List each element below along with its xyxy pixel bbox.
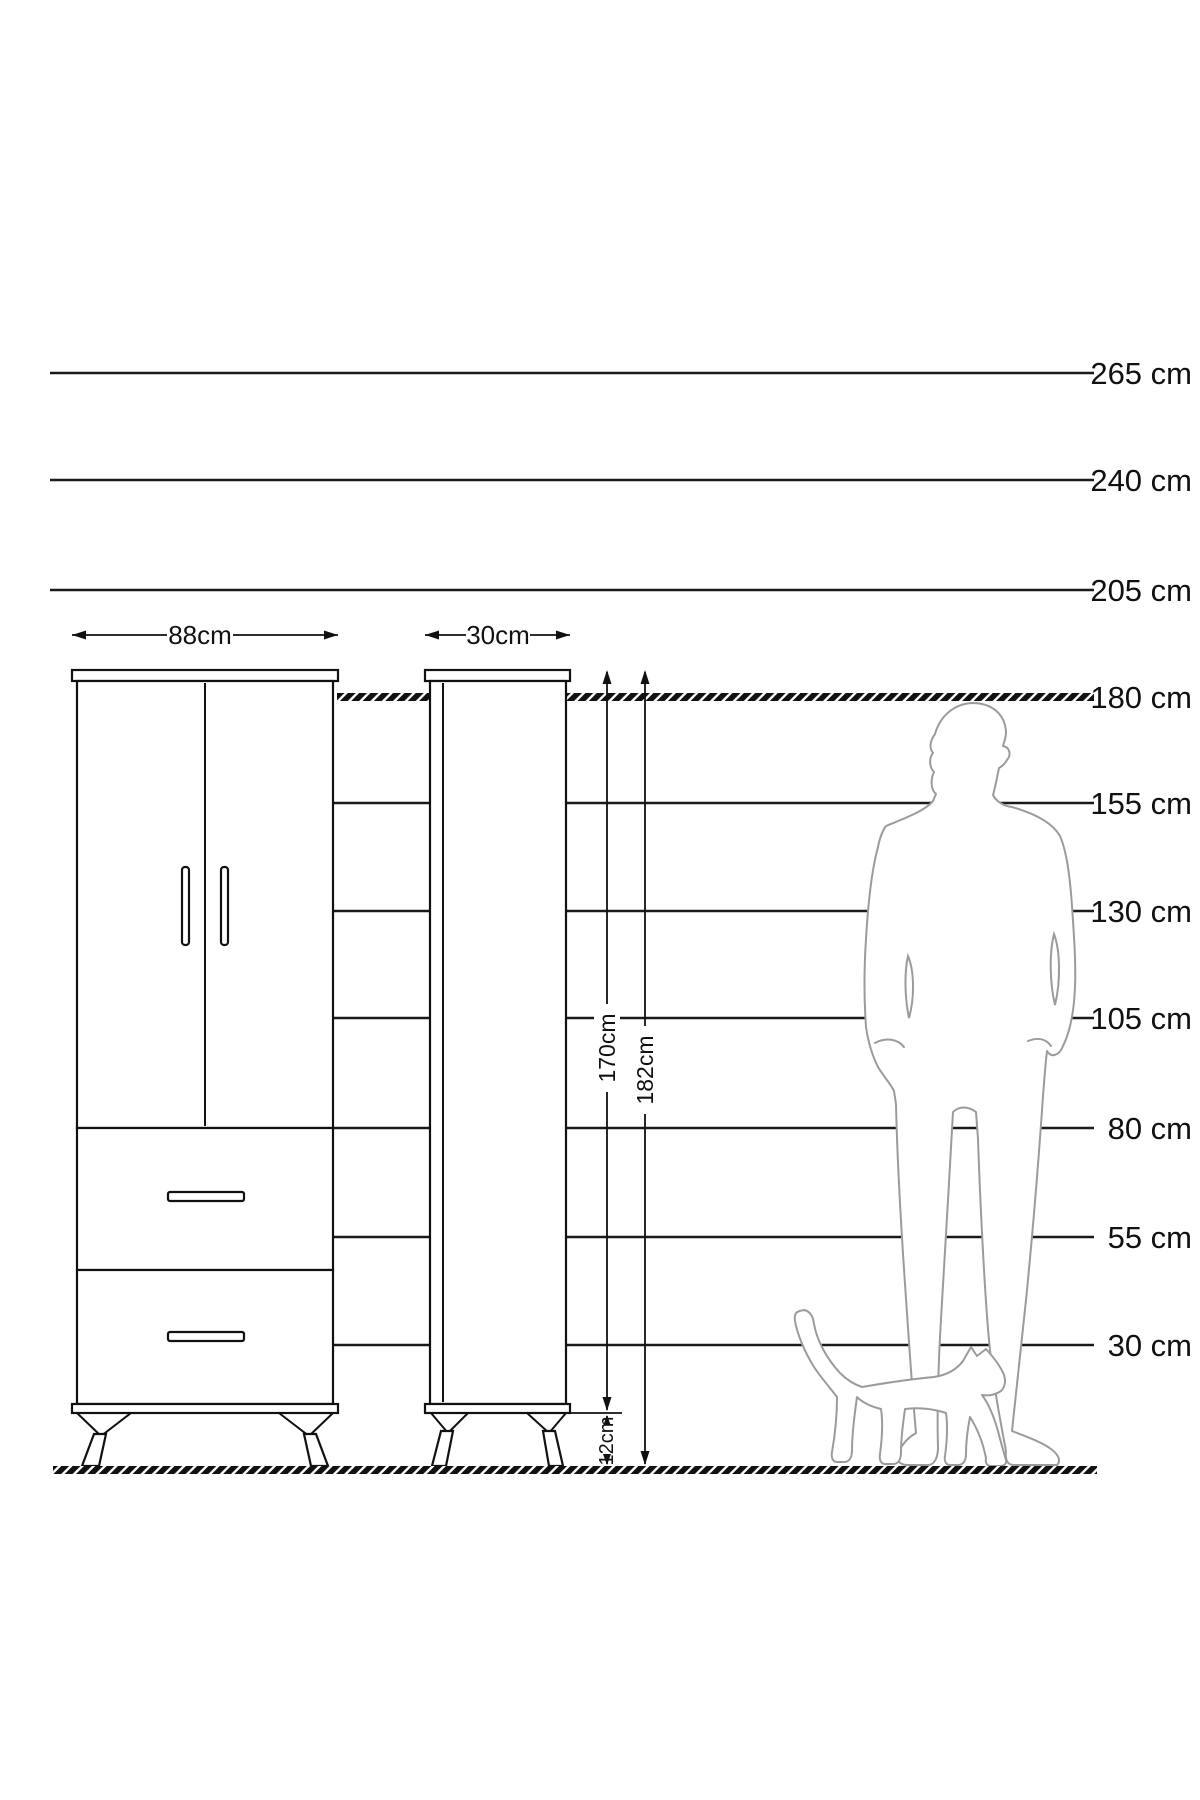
wardrobe-right-leg-brace xyxy=(279,1413,333,1436)
cabinet-height-label: 170cm xyxy=(594,1013,620,1083)
cat-silhouette xyxy=(795,1310,1006,1466)
arrow-up-icon xyxy=(603,670,612,684)
scale-label-205: 205 cm xyxy=(1090,573,1192,608)
arrow-left-icon xyxy=(72,631,86,640)
scale-label-55: 55 cm xyxy=(1107,1220,1192,1255)
wardrobe xyxy=(72,670,338,1466)
scale-label-30: 30 cm xyxy=(1107,1328,1192,1363)
arrow-up-icon xyxy=(641,670,650,684)
wardrobe-drawer-bottom-handle xyxy=(168,1332,244,1341)
arrow-right-icon xyxy=(324,631,338,640)
wardrobe-width-dimension xyxy=(72,620,338,650)
wardrobe-right-leg xyxy=(304,1434,328,1466)
cat-outline xyxy=(795,1310,1006,1466)
scale-label-105: 105 cm xyxy=(1090,1001,1192,1036)
cabinet-width-dimension xyxy=(425,620,570,650)
wardrobe-drawer-top-handle xyxy=(168,1192,244,1201)
wardrobe-width-label: 88cm xyxy=(168,620,232,650)
ground-line-hatched xyxy=(53,1466,1097,1474)
legs-height-dimension xyxy=(570,1413,622,1465)
wardrobe-right-door-handle xyxy=(221,867,228,945)
wardrobe-top-board xyxy=(72,670,338,681)
scale-label-265: 265 cm xyxy=(1090,356,1192,391)
scale-label-180: 180 cm xyxy=(1090,680,1192,715)
scale-label-80: 80 cm xyxy=(1107,1111,1192,1146)
cabinet-body xyxy=(430,681,566,1404)
scale-label-240: 240 cm xyxy=(1090,463,1192,498)
arrow-down-icon xyxy=(641,1451,650,1465)
height-scale-labels xyxy=(1090,356,1192,1363)
cabinet-top-board xyxy=(425,670,570,681)
cabinet-right-leg xyxy=(543,1431,563,1466)
cabinet-height-dimension xyxy=(594,670,620,1411)
wardrobe-left-door-handle xyxy=(182,867,189,945)
wardrobe-left-leg xyxy=(82,1434,106,1466)
legs-height-label: 12cm xyxy=(596,1416,618,1466)
total-height-label: 182cm xyxy=(632,1035,658,1105)
cabinet-width-label: 30cm xyxy=(466,620,530,650)
scale-label-130: 130 cm xyxy=(1090,894,1192,929)
tall-cabinet xyxy=(425,670,570,1466)
wardrobe-left-leg-brace xyxy=(77,1413,131,1436)
scale-label-155: 155 cm xyxy=(1090,786,1192,821)
cabinet-bottom-board xyxy=(425,1404,570,1413)
cabinet-left-leg xyxy=(432,1431,453,1466)
arrow-left-icon xyxy=(425,631,439,640)
arrow-down-icon xyxy=(603,1397,612,1411)
arrow-right-icon xyxy=(556,631,570,640)
wardrobe-bottom-board xyxy=(72,1404,338,1413)
